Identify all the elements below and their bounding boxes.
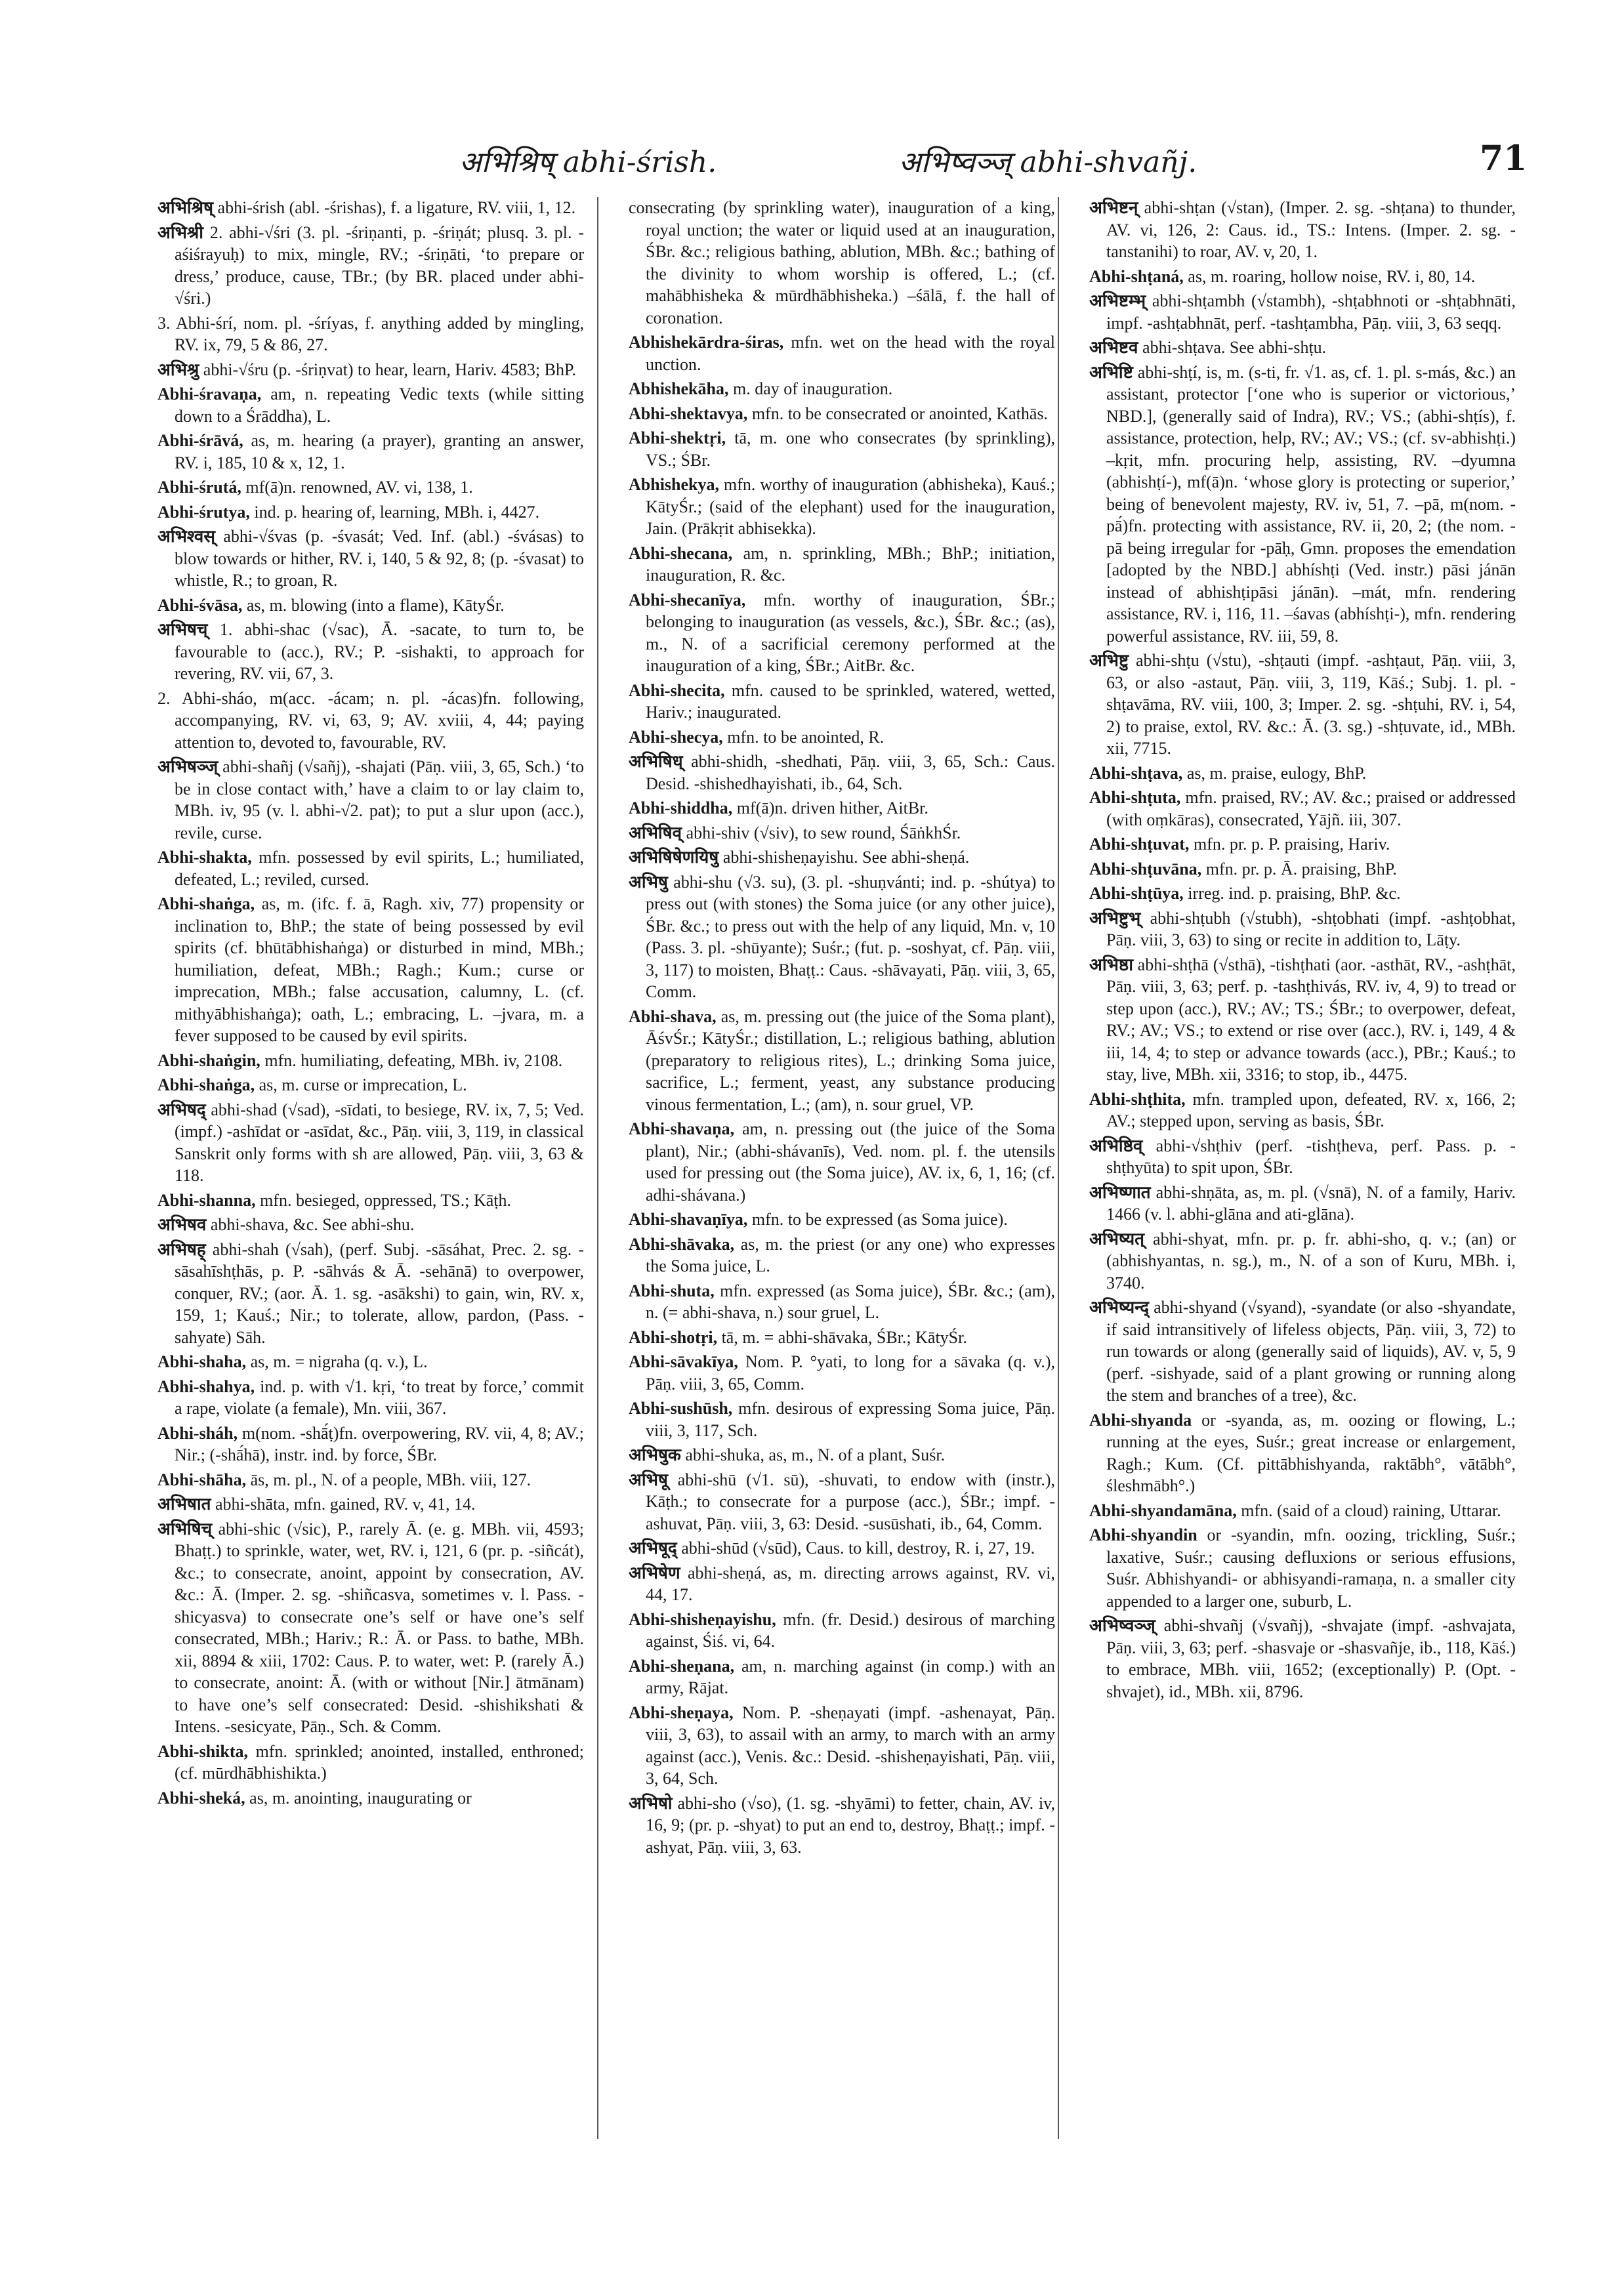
dictionary-entry	[157, 526, 584, 592]
entry-text: abhi-shṭí, is, m. (s-ti, fr. √1. as, cf. 1. pl. s-más, &c.) an assistant, protector [‘one who is superior or victorious,’ NBD.], (generally said of Indra), RV.; VS.; (abhi-shṭís), f. assistance, protection, help, RV.; AV.; VS.; (cf. sv-abhishṭi.) –kṛit, mfn. procuring help, assisting, RV. –dyumna (abhishṭí-), mf(ā)n. ‘whose glory is protecting or superior,’ being of benevolent majesty, RV. iv, 51, 7. –pā, m(nom. -pā́)fn. protecting with assistance, RV. ii, 20, 2; (the nom. -pā being irregular for -pāḥ, Gmn. proposes the emendation [adopted by the NBD.] abhíshṭi (Ved. instr.) pāsi jánān instead of abhishṭipāsi jánān). –mát, mfn. rendering assistance, RV. i, 116, 11. –śavas (abhíshṭi-), mfn. rendering powerful assistance, RV. iii, 59, 8.	[1106, 362, 1516, 646]
entry-text: as, m. curse or imprecation, L.	[255, 1075, 467, 1094]
dictionary-entry	[629, 1006, 1055, 1116]
entry-headword: अभिषद्	[157, 1100, 206, 1119]
entry-text: m(nom. -shā́ṭ)fn. overpowering, RV. vii, 4, 8; AV.; Nir.; (-shā́hā), instr. ind. by force, ŚBr.	[175, 1423, 584, 1464]
dictionary-entry	[629, 751, 1055, 795]
dictionary-entry	[629, 1702, 1055, 1790]
dictionary-entry	[1089, 1182, 1516, 1226]
entry-headword: Abhi-shikta,	[157, 1741, 248, 1761]
entry-text: mfn. pr. p. Ā. praising, BhP.	[1201, 859, 1397, 879]
dictionary-entry	[157, 1074, 584, 1096]
entry-text: abhi-shṭava. See abhi-shṭu.	[1138, 338, 1327, 357]
entry-headword: Abhi-shavaṇa,	[629, 1119, 735, 1138]
dictionary-entry	[157, 1050, 584, 1072]
entry-headword: Abhi-shyanda	[1089, 1410, 1192, 1430]
entry-text: irreg. ind. p. praising, BhP. &c.	[1183, 884, 1401, 903]
entry-text: abhi-shūd (√sūd), Caus. to kill, destroy, R. i, 27, 19.	[677, 1539, 1035, 1558]
entry-headword: Abhi-śrutá,	[157, 478, 241, 497]
entry-headword: अभिष्टु	[1089, 651, 1129, 670]
dictionary-entry	[1089, 197, 1516, 263]
dictionary-entry	[157, 1189, 584, 1212]
entry-text: consecrating (by sprinkling water), inauguration of a king, royal unction; the water or liquid used at an inauguration, ŚBr. &c.; religious bathing, ablution, MBh. &c.; bathing of the divinity to whom worship is offered, L.; (cf. mahābhisheka & mūrdhābhisheka.) –śālā, f. the hall of coronation.	[629, 198, 1055, 327]
dictionary-entry	[629, 1562, 1055, 1606]
dictionary-entry	[629, 1537, 1055, 1560]
dictionary-entry	[157, 501, 584, 524]
entry-text: as, m. (ifc. f. ā, Ragh. xiv, 77) propensity or inclination to, BhP.; the state of being possessed by evil spirits (cf. bhūtābhishaṅga) or disturbed in mind, MBh.; humiliation, defeat, MBh.; Ragh.; Kum.; curse or imprecation, MBh.; false accusation, calumny, L. (cf. mithyābhishaṅga); oath, L.; embracing, L. –jvara, m. a fever supposed to be caused by evil spirits.	[175, 894, 584, 1045]
entry-text: mfn. worthy of inauguration, ŚBr.; belonging to inauguration (as vessels, &c.), ŚBr. &c.; (as), m., N. of a sacrificial ceremony performed at the inauguration of a king, ŚBr.; AitBr. &c.	[646, 590, 1055, 675]
entry-headword: Abhi-shṭuvat,	[1089, 835, 1190, 854]
entry-text: abhi-shvañj (√svañj), -shvajate (impf. -ashvajata, Pāṇ. viii, 3, 63; perf. -shasvaje or -shasvañje, ib., 118, Kāś.) to embrace, MBh. viii, 1652; (exceptionally) P. (Opt. -shvajet), id., MBh. xii, 8796.	[1106, 1616, 1516, 1701]
dictionary-entry	[629, 427, 1055, 471]
dictionary-entry	[157, 846, 584, 890]
dictionary-entry	[629, 1209, 1055, 1231]
entry-text: as, m. blowing (into a flame), KātyŚr.	[242, 595, 505, 615]
entry-headword: अभिषु	[629, 872, 668, 892]
dictionary-entry	[629, 797, 1055, 819]
entry-text: as, m. roaring, hollow noise, RV. i, 80, 14.	[1183, 266, 1476, 286]
entry-headword: अभिश्री	[157, 222, 204, 242]
entry-headword: Abhishekya,	[629, 475, 719, 494]
entry-headword: अभिषञ्ज्	[157, 757, 219, 776]
dictionary-entry	[157, 1787, 584, 1809]
dictionary-entry	[157, 1493, 584, 1516]
entry-text: abhi-shū (√1. sū), -shuvati, to endow with (instr.), Kāṭh.; to consecrate for a purpose (acc.), ŚBr.; impf. -ashuvat, Pāṇ. viii, 3, 63: Desid. -susūshati, ib., 64, Comm.	[646, 1470, 1055, 1533]
entry-text: am, n. marching against (in comp.) with an army, Rājat.	[646, 1656, 1055, 1697]
entry-text: abhi-shṭubh (√stubh), -shṭobhati (impf. -ashṭobhat, Pāṇ. viii, 3, 63) to sing or recite in addition to, Lāṭy.	[1106, 908, 1516, 949]
entry-text: mfn. worthy of inauguration (abhisheka), Kauś.; KātyŚr.; (said of the elephant) used for the inauguration, Jain. (Prākṛit abhisekka).	[646, 475, 1055, 538]
entry-headword: अभिषह्	[157, 1239, 206, 1259]
entry-headword: अभिश्रु	[157, 360, 199, 379]
entry-headword: अभिषच्	[157, 620, 208, 639]
header-left-catchword: अभिश्रिष् abhi-śrish.	[459, 146, 717, 179]
entry-text: mfn. possessed by evil spirits, L.; humiliated, defeated, L.; reviled, cursed.	[175, 848, 584, 889]
page-number: 71	[1480, 138, 1528, 178]
dictionary-entry	[157, 1239, 584, 1349]
entry-headword: Abhi-shṭuta,	[1089, 788, 1181, 807]
entry-headword: अभिष्टुभ्	[1089, 908, 1141, 928]
entry-headword: अभिषो	[629, 1793, 673, 1813]
column-1	[157, 197, 584, 2152]
entry-text: 1. abhi-shac (√sac), Ā. -sacate, to turn to, be favourable to (acc.), RV.; P. -sishakti, to approach for revering, RV. vii, 67, 3.	[175, 620, 584, 683]
entry-headword: अभिषिव्	[629, 823, 682, 842]
entry-text: 3. Abhi-śrí, nom. pl. -śríyas, f. anything added by mingling, RV. ix, 79, 5 & 86, 27.	[157, 313, 584, 354]
entry-text: mfn. expressed (as Soma juice), ŚBr. &c.; (am), n. (= abhi-shava, n.) sour gruel, L.	[646, 1281, 1055, 1322]
dictionary-entry	[629, 403, 1055, 425]
entry-text: abhi-shṭhā (√sthā), -tishṭhati (aor. -asthāt, RV., -ashṭhāt, Pāṇ. viii, 3, 63; perf. p. -tashṭhivás, RV. iv, 4, 9) to tread or step upon (acc.), RV.; AV.; TS.; ŚBr.; to overpower, defeat, RV.; AV.; VS.; to extend or rise over (acc.), RV. i, 149, 4 & iii, 14, 4; to step or advance towards (acc.), PBr.; Kauś.; to stay, live, MBh. xii, 3316; to stop, ib., 4475.	[1106, 955, 1516, 1084]
entry-text: abhi-shāta, mfn. gained, RV. v, 41, 14.	[211, 1495, 476, 1514]
entry-headword: अभिषू	[629, 1470, 668, 1489]
dictionary-entry	[1089, 1615, 1516, 1703]
entry-text: mfn. to be anointed, R.	[722, 727, 885, 747]
dictionary-entry	[157, 476, 584, 499]
entry-headword: Abhi-sāvakīya,	[629, 1352, 738, 1371]
dictionary-entry	[157, 594, 584, 617]
dictionary-entry	[157, 1469, 584, 1491]
entry-headword: Abhi-śrāvá,	[157, 431, 243, 450]
dictionary-entry	[1089, 1135, 1516, 1179]
entry-text: as, m. praise, eulogy, BhP.	[1182, 763, 1367, 783]
entry-text: mfn. to be consecrated or anointed, Kathās.	[747, 403, 1049, 423]
entry-headword: Abhi-shahya,	[157, 1376, 255, 1396]
entry-headword: Abhi-sháh,	[157, 1423, 238, 1443]
entry-text: abhi-sheṇá, as, m. directing arrows against, RV. vi, 44, 17.	[646, 1563, 1055, 1604]
entry-headword: Abhi-shaṅga,	[157, 894, 255, 913]
entry-headword: Abhi-shisheṇayishu,	[629, 1609, 776, 1629]
entry-headword: Abhi-shāvaka,	[629, 1234, 735, 1254]
entry-headword: अभिषूद्	[629, 1539, 677, 1558]
entry-headword: Abhi-śvāsa,	[157, 595, 243, 615]
entry-text: mfn. praised, RV.; AV. &c.; praised or addressed (with oṃkāras), consecrated, Yājñ. iii, 307.	[1106, 788, 1516, 829]
dictionary-entry	[157, 1351, 584, 1373]
entry-headword: Abhi-shavaṇīya,	[629, 1210, 748, 1229]
entry-text: abhi-shañj (√sañj), -shajati (Pāṇ. viii, 3, 65, Sch.) ‘to be in close contact with,’ have a claim to or lay claim to, MBh. iv, 95 (v. l. abhi-√2. pat); to put a slur upon (acc.), revile, curse.	[175, 757, 584, 842]
dictionary-entry	[157, 1518, 584, 1738]
entry-text: 2. abhi-√śri (3. pl. -śriṇanti, p. -śriṇát; plusq. 3. pl. -aśiśrayuḥ) to mix, mingle, RV.; -śriṇāti, ‘to prepare or dress,’ produce, cause, TBr.; (by BR. placed under abhi-√śri.)	[175, 222, 584, 308]
entry-headword: Abhi-shanna,	[157, 1190, 256, 1210]
dictionary-entry	[1089, 1088, 1516, 1132]
entry-headword: अभिष्ठिव्	[1089, 1136, 1143, 1155]
dictionary-entry	[629, 1280, 1055, 1324]
dictionary-entry	[157, 383, 584, 427]
entry-headword: अभिषेण	[629, 1563, 680, 1582]
entry-headword: अभिष्टम्भ्	[1089, 291, 1146, 310]
entry-text: mf(ā)n. driven hither, AitBr.	[732, 798, 928, 817]
entry-text: abhi-shisheṇayishu. See abhi-sheṇá.	[718, 848, 970, 867]
dictionary-entry	[157, 1099, 584, 1187]
dictionary-entry	[1089, 266, 1516, 288]
entry-text: as, m. anointing, inaugurating or	[245, 1788, 472, 1808]
entry-text: mfn. desirous of expressing Soma juice, Pāṇ. viii, 3, 117, Sch.	[646, 1399, 1055, 1440]
entry-text: abhi-shah (√sah), (perf. Subj. -sāsáhat, Prec. 2. sg. -sāsahīshṭhās, p. P. -sāhvás & Ā. -sehānā) to overpower, conquer, RV.; (aor. Ā. 1. sg. -asākshi) to gain, win, RV. x, 159, 1; Kauś.; Nir.; to tolerate, allow, pardon, (Pass. -sahyate) Sāh.	[175, 1239, 584, 1347]
entry-headword: अभिष्टि	[1089, 362, 1133, 382]
entry-text: ind. p. hearing of, learning, MBh. i, 4427.	[249, 502, 540, 522]
entry-text: mfn. (fr. Desid.) desirous of marching against, Śiś. vi, 64.	[646, 1609, 1055, 1651]
dictionary-entry	[1089, 362, 1516, 648]
running-header	[0, 138, 1624, 187]
dictionary-entry	[157, 197, 584, 219]
entry-text: mfn. wet on the head with the royal unction.	[646, 333, 1055, 374]
entry-headword: Abhi-sheṇana,	[629, 1656, 735, 1676]
entry-text: mfn. besieged, oppressed, TS.; Kāṭh.	[255, 1190, 512, 1210]
entry-headword: Abhi-sushūsh,	[629, 1399, 733, 1418]
dictionary-entry	[1089, 1500, 1516, 1522]
entry-text: abhi-shad (√sad), -sīdati, to besiege, RV. ix, 7, 5; Ved. (impf.) -ashīdat or -asīdat, &c., Pāṇ. viii, 3, 119, in classical Sanskrit only forms with sh are allowed, Pāṇ. viii, 3, 63 & 118.	[175, 1100, 584, 1185]
entry-text: as, m. = nigraha (q. v.), L.	[246, 1352, 428, 1371]
entry-text: abhi-√śru (p. -śriṇvat) to hear, learn, Hariv. 4583; BhP.	[199, 360, 577, 379]
entry-text: abhi-shṭambh (√stambh), -shṭabhnoti or -shṭabhnāti, impf. -ashṭabhnāt, perf. -tashṭambha, Pāṇ. viii, 3, 63 seqq.	[1106, 291, 1516, 333]
entry-text: as, m. hearing (a prayer), granting an answer, RV. i, 185, 10 & x, 12, 1.	[175, 431, 584, 472]
entry-headword: Abhi-shecya,	[629, 727, 723, 747]
header-right-catchword: अभिष्वञ्ज् abhi-shvañj.	[899, 146, 1197, 179]
entry-text: am, n. sprinkling, MBh.; BhP.; initiation, inauguration, R. &c.	[646, 543, 1055, 585]
entry-text: abhi-shava, &c. See abhi-shu.	[206, 1215, 415, 1234]
entry-text: or -syandin, mfn. oozing, trickling, Suśr.; laxative, Suśr.; causing defluxions or serious effusions, Suśr. Abhishyandi- or abhisyandi-ramaṇa, n. a smaller city appended to a larger one, suburb, L.	[1106, 1525, 1516, 1611]
entry-headword: अभिषुक	[629, 1445, 681, 1464]
entry-text: ind. p. with √1. kṛi, ‘to treat by force,’ commit a rape, violate (a female), Mn. viii, 367.	[175, 1376, 584, 1418]
entry-headword: Abhi-shāha,	[157, 1470, 247, 1489]
entry-headword: Abhi-shuta,	[629, 1281, 715, 1300]
entry-text: abhi-√shṭhiv (perf. -tishṭheva, perf. Pass. p. -shṭhyūta) to spit upon, ŚBr.	[1106, 1136, 1516, 1177]
entry-headword: Abhi-shyandin	[1089, 1525, 1197, 1544]
dictionary-entry	[629, 1655, 1055, 1699]
dictionary-entry	[629, 378, 1055, 400]
entry-text: mfn. humiliating, defeating, MBh. iv, 2108.	[260, 1050, 563, 1070]
entry-text: tā, m. one who consecrates (by sprinkling), VS.; ŚBr.	[646, 428, 1055, 470]
dictionary-entry	[157, 1214, 584, 1236]
entry-text: mfn. caused to be sprinkled, watered, wetted, Hariv.; inaugurated.	[646, 680, 1055, 722]
entry-text: mfn. (said of a cloud) raining, Uttarar.	[1236, 1500, 1501, 1520]
entry-headword: Abhi-shava,	[629, 1006, 717, 1026]
entry-headword: Abhi-sheká,	[157, 1788, 245, 1808]
entry-headword: Abhi-śravaṇa,	[157, 384, 262, 403]
entry-headword: अभिष्णात	[1089, 1182, 1151, 1202]
dictionary-entry	[1089, 1524, 1516, 1612]
entry-text: 2. Abhi-sháo, m(acc. -ácam; n. pl. -ácas)fn. following, accompanying, RV. vi, 63, 9; AV. xviii, 4, 44; paying attention to, devoted to, favourable, RV.	[157, 688, 584, 752]
entry-headword: अभिष्टन्	[1089, 198, 1138, 217]
entry-text: m. day of inauguration.	[728, 379, 893, 398]
entry-headword: Abhishekārdra-śiras,	[629, 333, 784, 352]
entry-headword: अभिषात	[157, 1495, 211, 1514]
dictionary-entry	[629, 1118, 1055, 1206]
dictionary-entry	[1089, 882, 1516, 905]
dictionary-entry	[1089, 337, 1516, 359]
entry-headword: Abhi-sheṇaya,	[629, 1703, 734, 1722]
dictionary-entry	[629, 589, 1055, 677]
dictionary-entry	[629, 1397, 1055, 1441]
entry-headword: Abhi-śrutya,	[157, 502, 250, 522]
entry-headword: Abhi-shaṅga,	[157, 1075, 255, 1094]
entry-headword: Abhi-shṭhita,	[1089, 1089, 1186, 1109]
entry-headword: Abhishekāha,	[629, 379, 729, 398]
entry-text: abhi-shic (√sic), P., rarely Ā. (e. g. MBh. vii, 4593; Bhaṭṭ.) to sprinkle, water, wet, RV. i, 121, 6 (pr. p. -siñcát), &c.; to consecrate, anoint, appoint by consecration, AV. &c.: Ā. (Imper. 2. sg. -shiñcasva, sometimes v. l. Pass. -shicyasva) to consecrate one’s self or have one’s self consecrated, MBh.; Hariv.; R.: Ā. or Pass. to bathe, MBh. xii, 8894 & xiii, 1702: Caus. P. to water, wet: P. (rarely Ā.) to consecrate, anoint: Ā. (with or without [Nir.] ātmānam) to have one’s self consecrated: Desid. -shishikshati & Intens. -sesicyate, Pāṇ., Sch. & Comm.	[175, 1519, 584, 1736]
dictionary-entry	[629, 1351, 1055, 1395]
dictionary-entry	[157, 1376, 584, 1420]
dictionary-entry	[157, 756, 584, 844]
dictionary-entry	[629, 474, 1055, 540]
dictionary-entry	[629, 543, 1055, 587]
entry-headword: Abhi-shṭūya,	[1089, 884, 1184, 903]
entry-headword: अभिष्टव	[1089, 338, 1138, 357]
dictionary-entry	[629, 1233, 1055, 1277]
entry-headword: Abhi-shektavya,	[629, 403, 748, 423]
entry-text: abhi-śrish (abl. -śrishas), f. a ligature, RV. viii, 1, 12.	[213, 198, 576, 217]
dictionary-entry	[1089, 1409, 1516, 1497]
entry-headword: Abhi-shiddha,	[629, 798, 733, 817]
dictionary-entry	[629, 1609, 1055, 1653]
dictionary-entry	[157, 222, 584, 310]
dictionary-entry	[629, 1469, 1055, 1535]
entry-text: abhi-shidh, -shedhati, Pāṇ. viii, 3, 65, Sch.: Caus. Desid. -shishedhayishati, ib., 64, Sch.	[646, 752, 1055, 793]
entry-headword: अभिष्यन्द्	[1089, 1298, 1150, 1317]
entry-text: abhi-shṇāta, as, m. pl. (√snā), N. of a family, Hariv. 1466 (v. l. abhi-glāna and ati-glāna).	[1106, 1182, 1516, 1224]
entry-text: abhi-sho (√so), (1. sg. -shyāmi) to fetter, chain, AV. iv, 16, 9; (pr. p. -shyat) to put an end to, destroy, Bhaṭṭ.; impf. -ashyat, Pāṇ. viii, 3, 63.	[646, 1793, 1055, 1857]
entry-headword: Abhi-shecita,	[629, 680, 725, 700]
dictionary-columns	[157, 197, 1516, 2152]
dictionary-entry	[629, 1327, 1055, 1349]
dictionary-entry	[157, 688, 584, 754]
dictionary-entry	[629, 680, 1055, 724]
entry-text: mfn. to be expressed (as Soma juice).	[747, 1210, 1008, 1229]
dictionary-entry	[629, 197, 1055, 329]
dictionary-entry	[629, 726, 1055, 749]
entry-text: as, m. the priest (or any one) who expresses the Soma juice, L.	[646, 1234, 1055, 1275]
entry-text: ās, m. pl., N. of a people, MBh. viii, 127.	[246, 1470, 531, 1489]
entry-text: tā, m. = abhi-shāvaka, ŚBr.; KātyŚr.	[717, 1327, 967, 1347]
entry-text: mfn. sprinkled; anointed, installed, enthroned; (cf. mūrdhābhishikta.)	[175, 1741, 584, 1783]
dictionary-entry	[1089, 1296, 1516, 1407]
entry-text: as, m. pressing out (the juice of the Soma plant), ĀśvŚr.; KātyŚr.; distillation, L.; religious bathing, ablution (preparatory to religious rites), L.; drinking Soma juice, sacrifice, L.; ferment, yeast, any substance producing vinous fermentation, L.; (am), n. sour gruel, VP.	[646, 1006, 1055, 1114]
entry-headword: Abhi-shaha,	[157, 1352, 247, 1371]
entry-headword: Abhi-shaṅgin,	[157, 1050, 260, 1070]
dictionary-entry	[157, 893, 584, 1047]
dictionary-entry	[629, 846, 1055, 869]
dictionary-entry	[157, 619, 584, 685]
entry-headword: Abhi-shektṛi,	[629, 428, 726, 447]
entry-text: abhi-shṭan (√stan), (Imper. 2. sg. -shṭana) to thunder, AV. vi, 126, 2: Caus. id., TS.: Intens. (Imper. 2. sg. -tanstanihi) to roar, AV. v, 20, 1.	[1106, 198, 1516, 261]
dictionary-entry	[1089, 762, 1516, 785]
entry-headword: अभिषिध्	[629, 752, 683, 771]
dictionary-entry	[1089, 833, 1516, 856]
dictionary-entry	[157, 1422, 584, 1466]
dictionary-entry	[1089, 954, 1516, 1086]
entry-text: abhi-√śvas (p. -śvasát; Ved. Inf. (abl.) -śvásas) to blow towards or hither, RV. i, 140, 5 & 92, 8; (p. -śvasat) to whistle, R.; to groan, R.	[175, 527, 584, 590]
entry-text: abhi-shiv (√siv), to sew round, ŚāṅkhŚr.	[682, 823, 961, 842]
entry-text: am, n. repeating Vedic texts (while sitting down to a Śrāddha), L.	[175, 384, 584, 426]
dictionary-entry	[629, 1792, 1055, 1859]
dictionary-entry	[157, 430, 584, 474]
dictionary-entry	[1089, 1228, 1516, 1294]
dictionary-entry	[629, 822, 1055, 844]
entry-headword: अभिष्यत्	[1089, 1229, 1145, 1249]
entry-headword: अभिष्वञ्ज्	[1089, 1616, 1156, 1635]
entry-text: Nom. P. °yati, to long for a sāvaka (q. v.), Pāṇ. viii, 3, 65, Comm.	[646, 1352, 1055, 1394]
entry-text: mfn. trampled upon, defeated, RV. x, 166, 2; AV.; stepped upon, serving as basis, ŚBr.	[1106, 1089, 1516, 1130]
entry-headword: अभिषव	[157, 1215, 207, 1234]
entry-text: abhi-shyat, mfn. pr. p. fr. abhi-sho, q. v.; (an) or (abhishyantas, n. sg.), m., N. of a son of Kuru, MBh. i, 3740.	[1106, 1229, 1516, 1292]
entry-headword: अभिश्वस्	[157, 527, 215, 546]
entry-headword: अभिष्ठा	[1089, 955, 1133, 974]
dictionary-entry	[1089, 290, 1516, 334]
entry-headword: अभिषिच्	[157, 1519, 213, 1539]
entry-headword: Abhi-shakta,	[157, 848, 252, 867]
entry-headword: Abhi-shyandamāna,	[1089, 1500, 1237, 1520]
entry-headword: Abhi-shṭuvāna,	[1089, 859, 1202, 879]
entry-headword: Abhi-shecanīya,	[629, 590, 746, 610]
entry-text: am, n. pressing out (the juice of the Soma plant), Nir.; (abhi-shávanīs), Ved. nom. pl. f. the utensils used for pressing out (the Soma juice), AV. ix, 6, 1, 16; (cf. adhi-shávana.)	[646, 1119, 1055, 1205]
entry-headword: Abhi-shṭava,	[1089, 763, 1183, 783]
entry-text: mf(ā)n. renowned, AV. vi, 138, 1.	[241, 478, 473, 497]
entry-text: or -syanda, as, m. oozing or flowing, L.; running at the eyes, Suśr.; great increase or enlargement, Ragh.; Kum. (Cf. pittābhishyanda, raktābh°, vātābh°, śleshmābh°.)	[1106, 1410, 1516, 1495]
column-3	[1089, 197, 1516, 2152]
dictionary-entry	[157, 359, 584, 381]
entry-text: mfn. pr. p. P. praising, Hariv.	[1189, 835, 1390, 854]
dictionary-entry	[157, 312, 584, 356]
entry-headword: अभिश्रिष्	[157, 198, 214, 217]
entry-text: Nom. P. -sheṇayati (impf. -ashenayat, Pāṇ. viii, 3, 63), to assail with an army, to march with an army against (acc.), Venis. &c.: Desid. -shisheṇayishati, Pāṇ. viii, 3, 64, Sch.	[646, 1703, 1055, 1788]
dictionary-entry	[1089, 650, 1516, 760]
entry-text: abhi-shuka, as, m., N. of a plant, Suśr.	[680, 1445, 946, 1464]
dictionary-entry	[629, 1444, 1055, 1466]
dictionary-entry	[629, 331, 1055, 375]
dictionary-entry	[157, 1741, 584, 1785]
dictionary-entry	[629, 871, 1055, 1003]
column-2	[629, 197, 1055, 2152]
entry-headword: Abhi-shecana,	[629, 543, 733, 563]
entry-text: abhi-shyand (√syand), -syandate (or also -shyandate, if said intransitively of lifeless objects, Pāṇ. viii, 3, 72) to run towards or along (generally said of liquids), AV. v, 5, 9 (perf. -sishyade, said of a plant growing or running along the stem and branches of a tree), &c.	[1106, 1298, 1516, 1405]
dictionary-entry	[1089, 907, 1516, 951]
dictionary-entry	[1089, 787, 1516, 831]
dictionary-entry	[1089, 858, 1516, 880]
entry-headword: Abhi-shotṛi,	[629, 1327, 718, 1347]
entry-headword: अभिषिषेणयिषु	[629, 848, 719, 867]
entry-headword: Abhi-shṭaná,	[1089, 266, 1184, 286]
entry-text: abhi-shṭu (√stu), -shṭauti (impf. -ashṭaut, Pāṇ. viii, 3, 63, or also -astaut, Pāṇ. viii, 3, 119, Kāś.; Subj. 1. pl. -shṭavāma, RV. viii, 100, 3; Imper. 2. sg. -shṭuhi, RV. i, 54, 2) to praise, extol, RV. &c.: Ā. (3. sg.) -shṭuvate, id., MBh. xii, 7715.	[1106, 651, 1516, 758]
entry-text: abhi-shu (√3. su), (3. pl. -shuṇvánti; ind. p. -shútya) to press out (with stones) the Soma juice (or any other juice), ŚBr. &c.; to press out with the help of any liquid, Mn. v, 10 (Pass. 3. pl. -shūyante); Suśr.; (fut. p. -soshyat, cf. Pāṇ. viii, 3, 117) to moisten, Bhaṭṭ.: Caus. -shāvayati, Pāṇ. viii, 3, 65, Comm.	[646, 872, 1055, 1001]
